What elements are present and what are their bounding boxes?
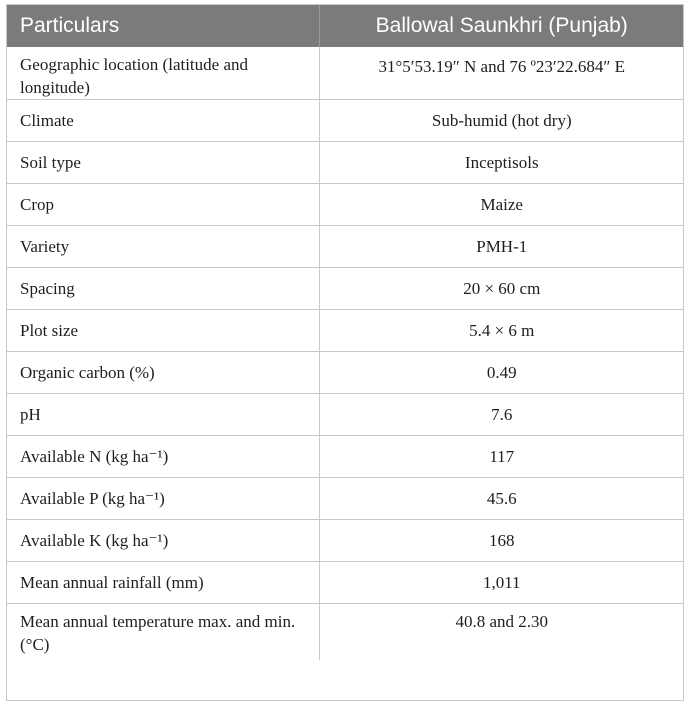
table-row: [6, 604, 684, 660]
row-label: Soil type: [6, 142, 319, 184]
row-value: 5.4 × 6 m: [319, 310, 684, 352]
row-label: Variety: [6, 226, 319, 268]
row-value: PMH-1: [319, 226, 684, 268]
row-value: 1,011: [319, 562, 684, 604]
table-row: [6, 436, 684, 478]
table-row: [6, 100, 684, 142]
header-location: Ballowal Saunkhri (Punjab): [319, 4, 684, 47]
row-label: Spacing: [6, 268, 319, 310]
row-label: Available P (kg ha⁻¹): [6, 478, 319, 520]
row-value: 31°5′53.19″ N and 76 º23′22.684″ E: [319, 47, 684, 100]
row-label: Plot size: [6, 310, 319, 352]
row-value: 45.6: [319, 478, 684, 520]
row-value: Inceptisols: [319, 142, 684, 184]
row-label: pH: [6, 394, 319, 436]
table-row: [6, 184, 684, 226]
row-value: 168: [319, 520, 684, 562]
table-row: [6, 268, 684, 310]
row-value: Sub-humid (hot dry): [319, 100, 684, 142]
header-row: [6, 4, 684, 47]
site-characteristics-table: [6, 4, 684, 660]
table-row: [6, 226, 684, 268]
row-label: Mean annual temperature max. and min. (°C): [6, 604, 319, 660]
row-value: 20 × 60 cm: [319, 268, 684, 310]
row-label: Organic carbon (%): [6, 352, 319, 394]
row-value: 117: [319, 436, 684, 478]
table-row: [6, 478, 684, 520]
row-value: 40.8 and 2.30: [455, 612, 549, 631]
header-particulars: Particulars: [6, 4, 319, 47]
row-label: Climate: [6, 100, 319, 142]
row-value: 7.6: [319, 394, 684, 436]
row-value: Maize: [319, 184, 684, 226]
row-label: Available N (kg ha⁻¹): [6, 436, 319, 478]
table-row: [6, 394, 684, 436]
table-row: [6, 562, 684, 604]
row-label: Geographic location (latitude and longitude): [6, 47, 319, 100]
row-label: Mean annual rainfall (mm): [6, 562, 319, 604]
row-label: Available K (kg ha⁻¹): [6, 520, 319, 562]
table-row: [6, 520, 684, 562]
table-row: [6, 47, 684, 100]
table-row: [6, 142, 684, 184]
row-label: Crop: [6, 184, 319, 226]
table-row: [6, 352, 684, 394]
row-value: 0.49: [319, 352, 684, 394]
table-row: [6, 310, 684, 352]
